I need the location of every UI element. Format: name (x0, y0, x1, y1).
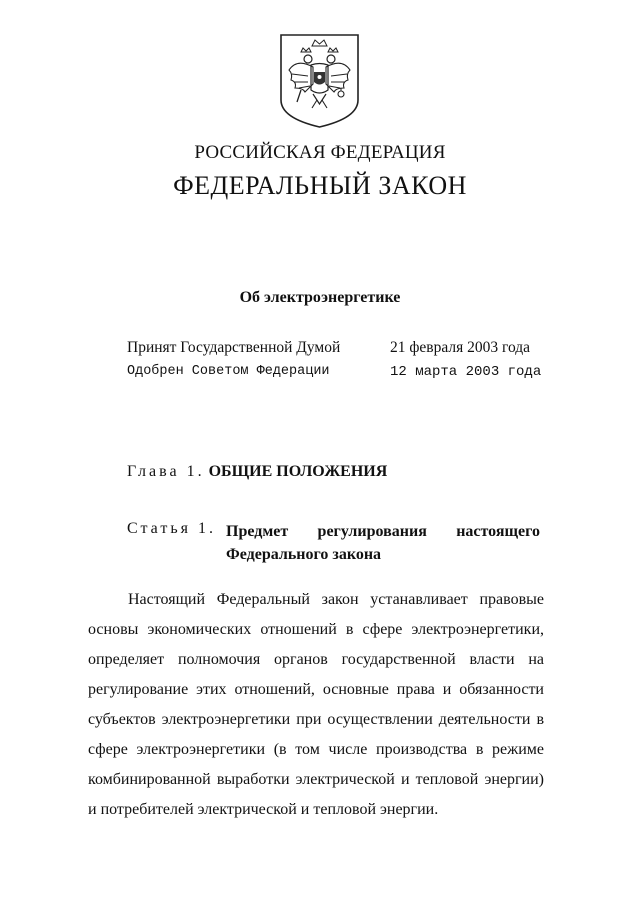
article-title (226, 520, 540, 566)
paragraph-line: регулирование этих отношений, основные права и обязанности (88, 681, 544, 698)
article-label: Статья 1. (127, 520, 216, 537)
chapter-heading (127, 463, 387, 481)
article-title-word: регулирования (317, 523, 427, 540)
paragraph-line: комбинированной выработки электрической и тепловой энергии) (88, 771, 544, 788)
paragraph-line: сфере электроэнергетики (в том числе производства в режиме (88, 741, 544, 758)
article-title-word: Предмет (226, 523, 289, 540)
adoption-duma-label: Принят Государственной Думой (127, 339, 341, 356)
chapter-title: ОБЩИЕ ПОЛОЖЕНИЯ (208, 463, 388, 480)
paragraph-line: определяет полномочия органов государственной власти на (88, 651, 544, 668)
adoption-council-date: 12 марта 2003 года (390, 364, 542, 380)
chapter-label: Глава 1. (127, 463, 205, 480)
document-type-heading: ФЕДЕРАЛЬНЫЙ ЗАКОН (173, 171, 467, 200)
country-heading: РОССИЙСКАЯ ФЕДЕРАЦИЯ (194, 142, 446, 163)
paragraph-line: Настоящий Федеральный закон устанавливает правовые (128, 591, 544, 608)
coat-of-arms-emblem (277, 32, 362, 130)
article-title-line-1 (226, 520, 540, 543)
adoption-duma-date: 21 февраля 2003 года (390, 339, 531, 356)
article-title-line-2: Федерального закона (226, 546, 382, 563)
paragraph-line: основы экономических отношений в сфере электроэнергетики, (88, 621, 544, 638)
adoption-council-label: Одобрен Советом Федерации (127, 364, 330, 379)
article-1-paragraph (88, 585, 544, 825)
paragraph-line: и потребителей электрической и тепловой энергии. (88, 801, 439, 818)
law-title: Об электроэнергетике (239, 289, 401, 306)
article-title-word: настоящего (456, 523, 540, 540)
paragraph-line: субъектов электроэнергетики при осуществлении деятельности в (88, 711, 544, 728)
